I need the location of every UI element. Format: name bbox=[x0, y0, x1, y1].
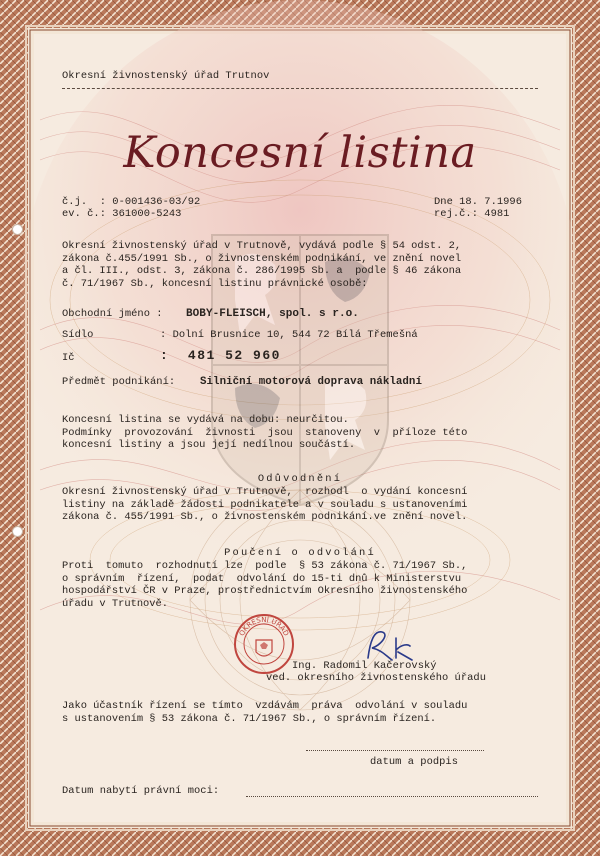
legal-force-line bbox=[246, 796, 538, 797]
issue-date: Dne 18. 7.1996 bbox=[434, 196, 522, 208]
intro-paragraph: Okresní živnostenský úřad v Trutnově, vydává podle § 54 odst. 2, zákona č.455/1991 Sb., o živnostenském podnikání, ve znění novel a čl. III., odst. 3, zákona č. 286/1995 Sb. a podle § 46 zákona č. 71/1967 Sb., koncesní listinu právnické osobě: bbox=[62, 240, 462, 290]
business-subject-value: Silniční motorová doprava nákladní bbox=[200, 376, 422, 388]
reasoning-heading: Odůvodnění bbox=[257, 473, 343, 485]
date-signature-label: datum a podpis bbox=[370, 756, 458, 768]
signatory-position: ved. okresního živnostenského úřadu bbox=[266, 672, 486, 684]
header-rule bbox=[62, 88, 538, 89]
company-id-label: Ič bbox=[62, 352, 75, 364]
business-subject-label: Předmět podnikání: bbox=[62, 376, 176, 388]
official-stamp bbox=[232, 612, 296, 676]
seat-value: : Dolní Brusnice 10, 544 72 Bílá Třemešná bbox=[160, 329, 418, 341]
register-number: rej.č.: 4981 bbox=[434, 208, 510, 220]
company-id-value: : 481 52 960 bbox=[160, 348, 281, 363]
signature-line bbox=[306, 750, 484, 751]
company-name-label: Obchodní jméno : bbox=[62, 308, 163, 320]
punch-hole bbox=[12, 224, 23, 235]
seat-label: Sídlo bbox=[62, 329, 94, 341]
legal-force-label: Datum nabytí právní moci: bbox=[62, 785, 220, 797]
appeal-waiver-paragraph: Jako účastník řízení se tímto vzdávám práva odvolání v souladu s ustanovením § 53 zákona č. 71/1967 Sb., o správním řízení. bbox=[62, 700, 468, 725]
registry-number: ev. č.: 361000-5243 bbox=[62, 208, 182, 220]
office-header: Okresní živnostenský úřad Trutnov bbox=[62, 70, 270, 82]
signatory-name: Ing. Radomil Kačerovský bbox=[292, 660, 437, 672]
svg-text:OKRESNÍ ÚŘAD: OKRESNÍ ÚŘAD bbox=[237, 615, 291, 638]
appeal-paragraph: Proti tomuto rozhodnutí lze podle § 53 zákona č. 71/1967 Sb., o správním řízení, podat odvolání do 15-ti dnů k Ministerstvu hospodářství ČR v Praze, prostřednictvím Okresního živnostenského úřadu v Trutnově. bbox=[62, 560, 468, 610]
document-title: Koncesní listina bbox=[123, 128, 477, 178]
reasoning-paragraph: Okresní živnostenský úřad v Trutnově, rozhodl o vydání koncesní listiny na základě žádosti podnikatele a v souladu s ustanoveními zákona č. 455/1991 Sb., o živnostenském podnikání.ve znění novel. bbox=[62, 486, 468, 524]
case-number: č.j. : 0-001436-03/92 bbox=[62, 196, 201, 208]
punch-hole bbox=[12, 526, 23, 537]
company-name-value: BOBY-FLEISCH, spol. s r.o. bbox=[186, 308, 359, 320]
appeal-heading: Poučení o odvolání bbox=[224, 547, 376, 559]
validity-paragraph: Koncesní listina se vydává na dobu: neurčitou. Podmínky provozování živnosti jsou stanoveny v příloze této koncesní listiny a jsou její nedílnou součástí. bbox=[62, 414, 468, 452]
